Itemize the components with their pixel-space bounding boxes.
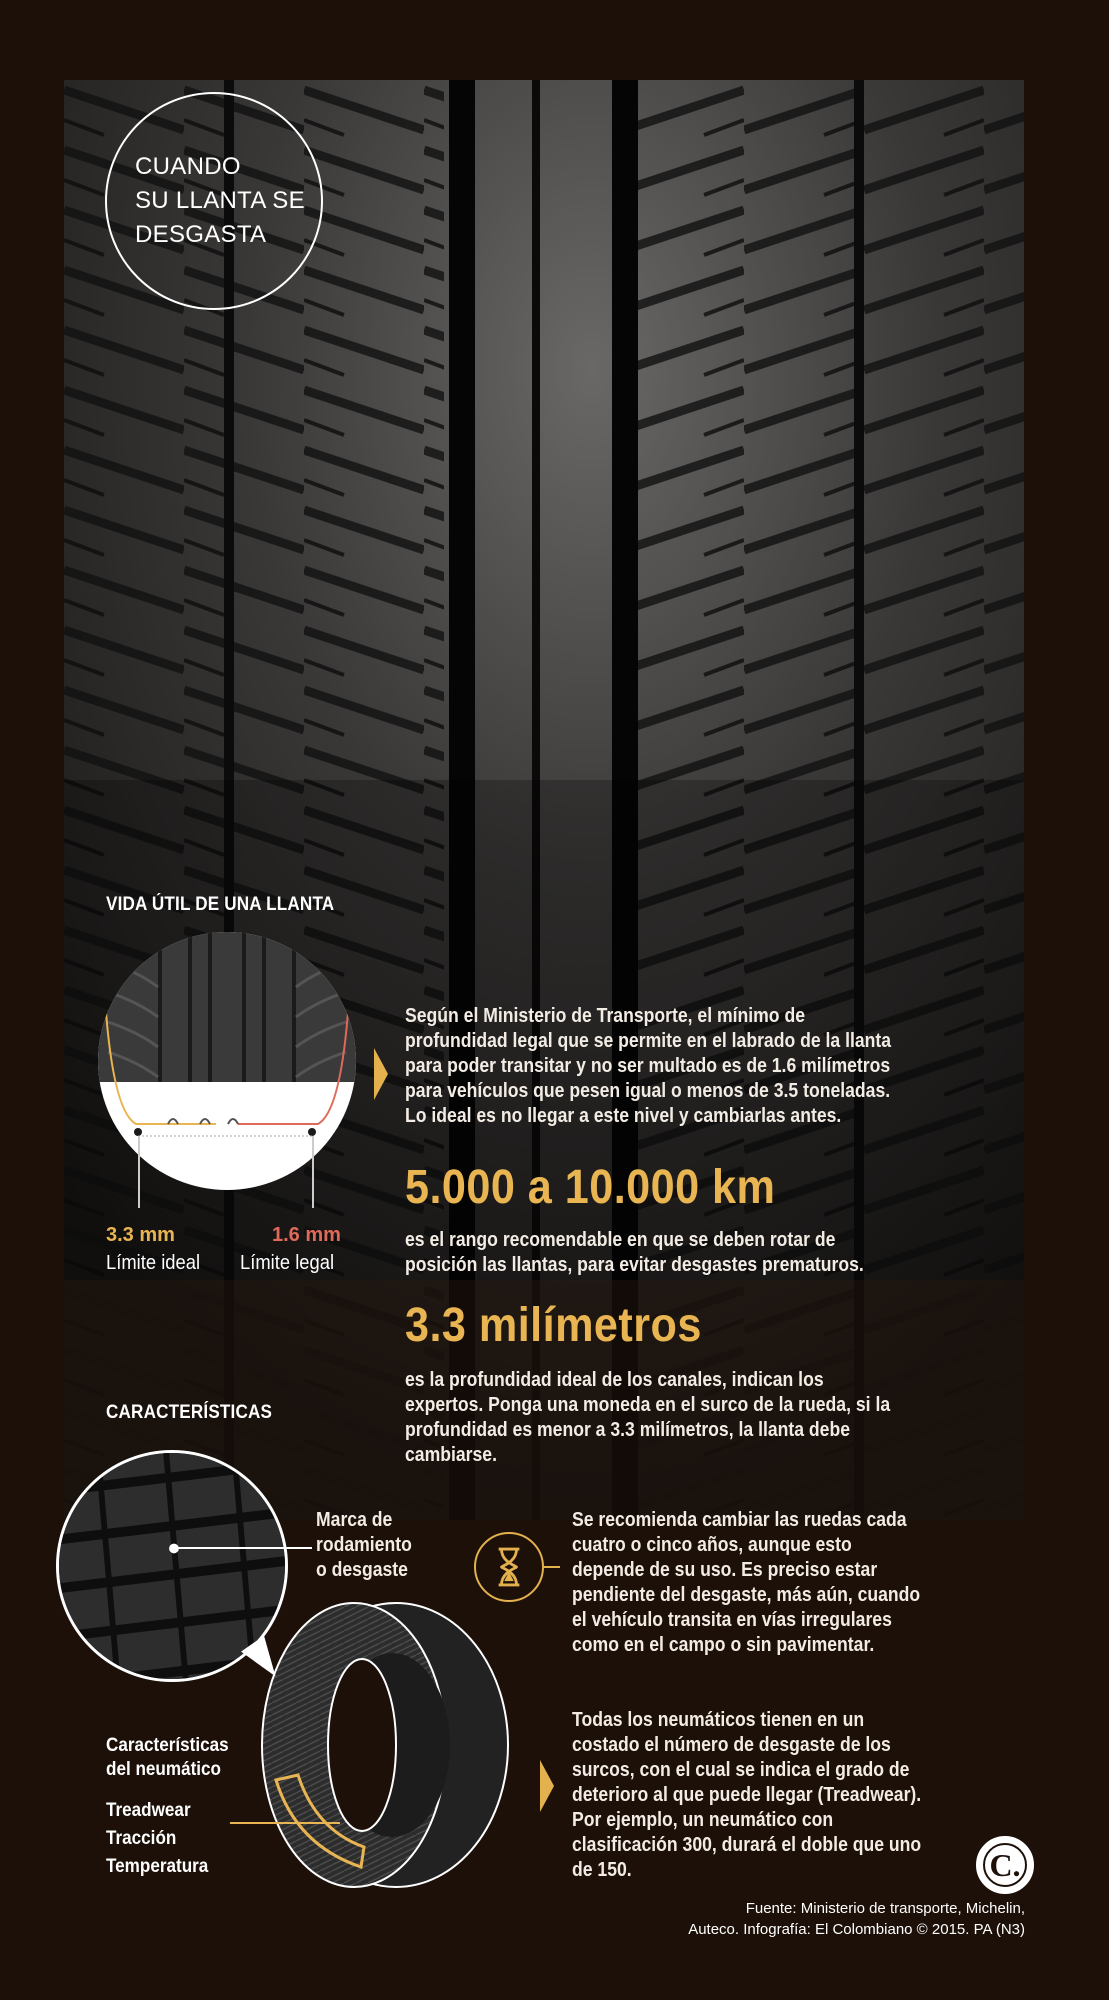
legal-marker-line [312,1136,314,1208]
source-credit: Fuente: Ministerio de transporte, Michelin, Auteco. Infografía: El Colombiano © 2015. PA (N3) [688,1900,1025,1938]
arrow-icon [374,1048,388,1100]
hourglass-icon [474,1532,544,1602]
ideal-limit-label: Límite ideal [106,1252,201,1274]
legal-limit-value: 1.6 mm [272,1224,341,1246]
wear-mark-label: Marca de rodamiento o desgaste [316,1509,412,1581]
wear-mark-pointer [176,1547,312,1549]
el-colombiano-logo [976,1836,1034,1894]
treadwear-text: Todas los neumáticos tienen en un costado el número de desgaste de los surcos, con el cual se indica el grado de deterioro al que puede llegar (Treadwear). Por ejemplo, un neumático con clasificación 300, durará el doble que uno de 150. [572,1709,922,1881]
depth-text: es la profundidad ideal de los canales, indican los expertos. Ponga una moneda en el surco de la rueda, si la profundidad es menor a 3.3 milímetros, la llanta debe cambiarse. [405,1369,891,1466]
depth-figure: 3.3 milímetros [405,1299,702,1352]
tire-features-heading: Características del neumático [106,1735,229,1780]
life-heading: VIDA ÚTIL DE UNA LLANTA [106,894,335,915]
logo-letter: C. [983,1843,1027,1887]
ideal-marker-line [138,1136,140,1208]
tread-depth-diagram [98,932,356,1190]
rotation-figure: 5.000 a 10.000 km [405,1161,776,1214]
change-text: Se recomienda cambiar las ruedas cada cuatro o cinco años, aunque esto depende de su uso. Es preciso estar pendiente del desgaste, más aún, cuando el vehículo transita en vías irregulares como en el campo o sin pavimentar. [572,1509,921,1656]
feature-treadwear: Treadwear [106,1800,191,1821]
page-title: CUANDO SU LLANTA SE DESGASTA [135,153,305,248]
ministry-text: Según el Ministerio de Transporte, el mínimo de profundidad legal que se permite en el labrado de la llanta para poder transitar y no ser multado es de 1.6 milímetros para vehículos que pesen igual o menos de 3.5 toneladas. Lo ideal es no llegar a este nivel y cambiarlas antes. [405,1005,892,1127]
arrow-icon [540,1760,554,1812]
ideal-limit-value: 3.3 mm [106,1224,175,1246]
hourglass-connector [544,1566,560,1568]
tire-illustration [236,1595,516,1895]
feature-traction: Tracción [106,1828,177,1849]
features-pointer-line [230,1822,340,1824]
characteristics-heading: CARACTERÍSTICAS [106,1402,273,1423]
legal-limit-label: Límite legal [240,1252,335,1274]
rotation-text: es el rango recomendable en que se deben rotar de posición las llantas, para evitar desgastes prematuros. [405,1229,864,1276]
feature-temperature: Temperatura [106,1856,209,1877]
